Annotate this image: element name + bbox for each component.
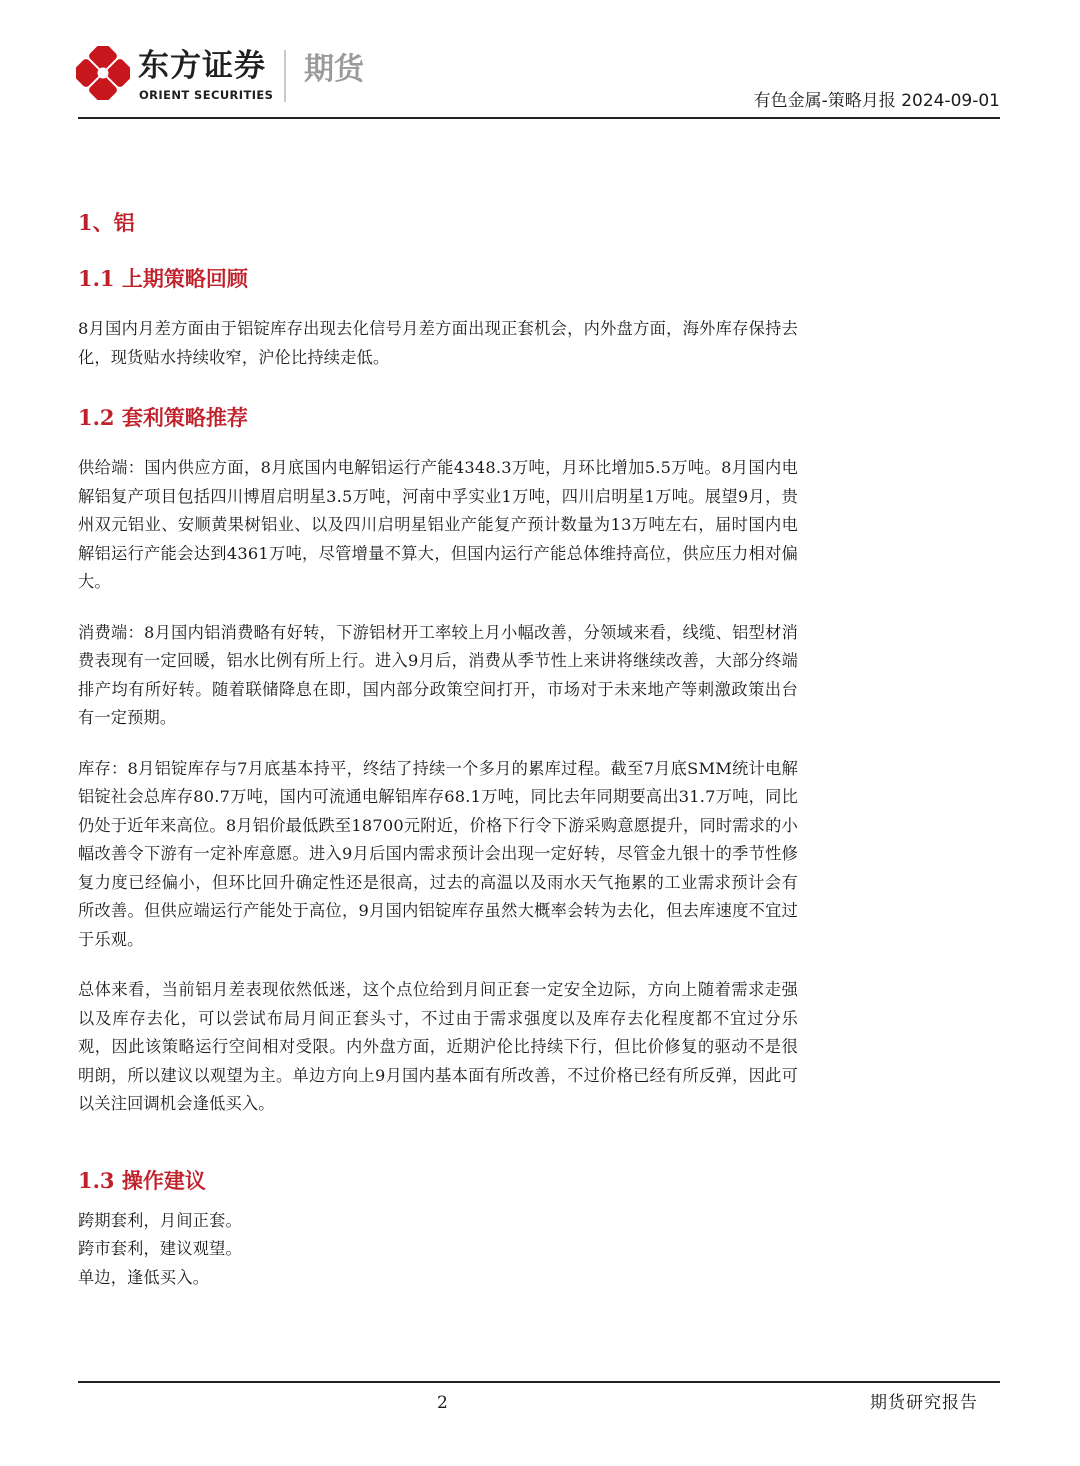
header-rule <box>78 117 1000 119</box>
brand-name-cn: 东方证券 <box>138 48 266 84</box>
brand-divider <box>284 50 286 102</box>
inventory-paragraph: 库存：8月铝锭库存与7月底基本持平，终结了持续一个多月的累库过程。截至7月底SMM统计电解铝锭社会总库存80.7万吨，国内可流通电解铝库存68.1万吨，同比去年同期要高出31.7万吨，同比仍处于近年来高位。8月铝价最低跌至18700元附近，价格下行令下游采购意愿提升，同时需求的小幅改善令下游有一定补库意愿。进入9月后国内需求预计会出现一定好转，尽管金九银十的季节性修复力度已经偏小，但环比回升确定性还是很高，过去的高温以及雨水天气拖累的工业需求预计会有所改善。但供应端运行产能处于高位，9月国内铝锭库存虽然大概率会转为去化，但去库速度不宜过于乐观。 <box>78 758 798 949</box>
demand-paragraph: 消费端：8月国内铝消费略有好转，下游铝材开工率较上月小幅改善，分领域来看，线缆、铝型材消费表现有一定回暖，铝水比例有所上行。进入9月后，消费从季节性上来讲将继续改善，大部分终端排产均有所好转。随着联储降息在即，国内部分政策空间打开，市场对于未来地产等刺激政策出台有一定预期。 <box>78 622 798 727</box>
page-header <box>0 0 1080 125</box>
operation-item: 单边，逢低买入。 <box>78 1267 210 1287</box>
section-title-aluminium: 1、铝 <box>78 210 135 235</box>
operation-item: 跨市套利，建议观望。 <box>78 1239 242 1258</box>
summary-paragraph: 总体来看，当前铝月差表现依然低迷，这个点位给到月间正套一定安全边际，方向上随着需求走强以及库存去化，可以尝试布局月间正套头寸，不过由于需求强度以及库存去化程度都不宜过分乐观，因此该策略运行空间相对受限。内外盘方面，近期沪伦比持续下行，但比价修复的驱动不是很明朗，所以建议以观望为主。单边方向上9月国内基本面有所改善，不过价格已经有所反弹，因此可以关注回调机会逢低买入。 <box>78 980 798 1113</box>
brand-name-en: ORIENT SECURITIES <box>139 88 274 102</box>
report-body <box>78 205 798 1292</box>
section-title-review: 1.1 上期策略回顾 <box>78 266 248 291</box>
supply-paragraph: 供给端：国内供应方面，8月底国内电解铝运行产能4348.3万吨，月环比增加5.5万吨。8月国内电解铝复产项目包括四川博眉启明星3.5万吨，河南中孚实业1万吨，四川启明星1万吨。展望9月，贵州双元铝业、安顺黄果树铝业、以及四川启明星铝业产能复产预计数量为13万吨左右，届时国内电解铝运行产能会达到4361万吨，尽管增量不算大，但国内运行产能总体维持高位，供应压力相对偏大。 <box>78 458 798 591</box>
footer-tag: 期货研究报告 <box>870 1393 978 1413</box>
section-title-operations: 1.3 操作建议 <box>78 1167 206 1193</box>
operation-item: 跨期套利，月间正套。 <box>78 1210 242 1230</box>
operations-list <box>78 1207 798 1293</box>
orient-securities-logo-icon <box>76 46 130 100</box>
section-title-strategy: 1.2 套利策略推荐 <box>78 405 248 430</box>
brand-subtitle: 期货 <box>304 52 364 87</box>
review-paragraph: 8月国内月差方面由于铝锭库存出现去化信号月差方面出现正套机会，内外盘方面，海外库存保持去化，现货贴水持续收窄，沪伦比持续走低。 <box>78 319 798 367</box>
page-number: 2 <box>437 1393 448 1413</box>
report-tag: 有色金属-策略月报 2024-09-01 <box>753 91 1000 111</box>
footer-rule <box>78 1381 1000 1383</box>
